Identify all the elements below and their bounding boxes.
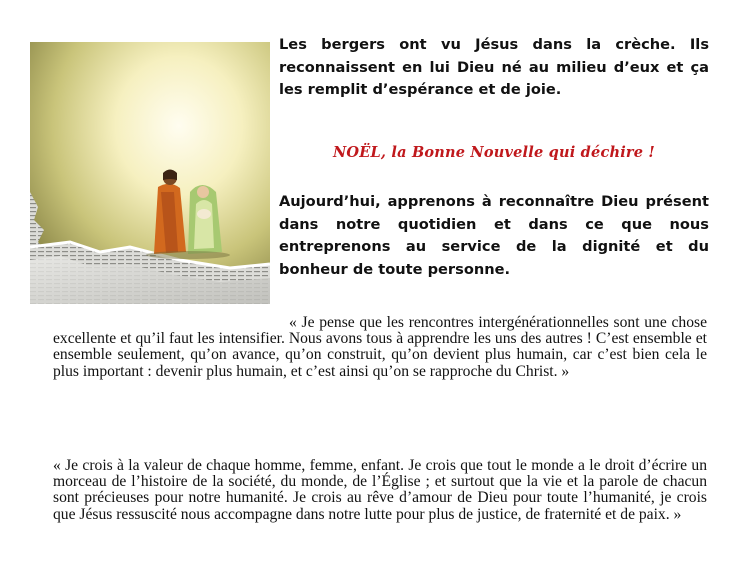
figures-shadow (146, 251, 230, 259)
nativity-svg (30, 42, 270, 304)
call-paragraph: Aujourd’hui, apprenons à reconnaître Dieu présent dans notre quotidien et dans ce que nous entreprenons au service de la dignité et du bonheur de toute personne. (279, 193, 709, 278)
nativity-illustration (30, 42, 270, 304)
intro-paragraph: Les bergers ont vu Jésus dans la crèche. Ils reconnaissent en lui Dieu né au milieu d’eux et ça les remplit d’espérance et de joie. (279, 36, 709, 98)
slogan-heading: NOËL, la Bonne Nouvelle qui déchire ! (332, 144, 656, 161)
quote-second: « Je crois à la valeur de chaque homme, femme, enfant. Je crois que tout le monde a le droit d’écrire un morceau de l’histoire de la société, du monde, de l’Église ; et surtout que la vie et la parole de chacun sont précieuses pour notre humanité. Je crois au rêve d’amour de Dieu pour toute l’humanité, je crois que Jésus ressuscité nous accompagne dans notre lutte pour plus de justice, de fraternité et de paix. » (53, 457, 707, 523)
quote-first: « Je pense que les rencontres intergénérationnelles sont une chose excellente et qu’il faut les intensifier. Nous avons tous à apprendre les uns des autres ! C’est ensemble et ensemble seulement, qu’on avance, qu’on construit, qu’on devient plus humain, car c’est bien cela le plus important : devenir plus humain, et c’est ainsi qu’on se rapproche du Christ. » (53, 314, 707, 380)
